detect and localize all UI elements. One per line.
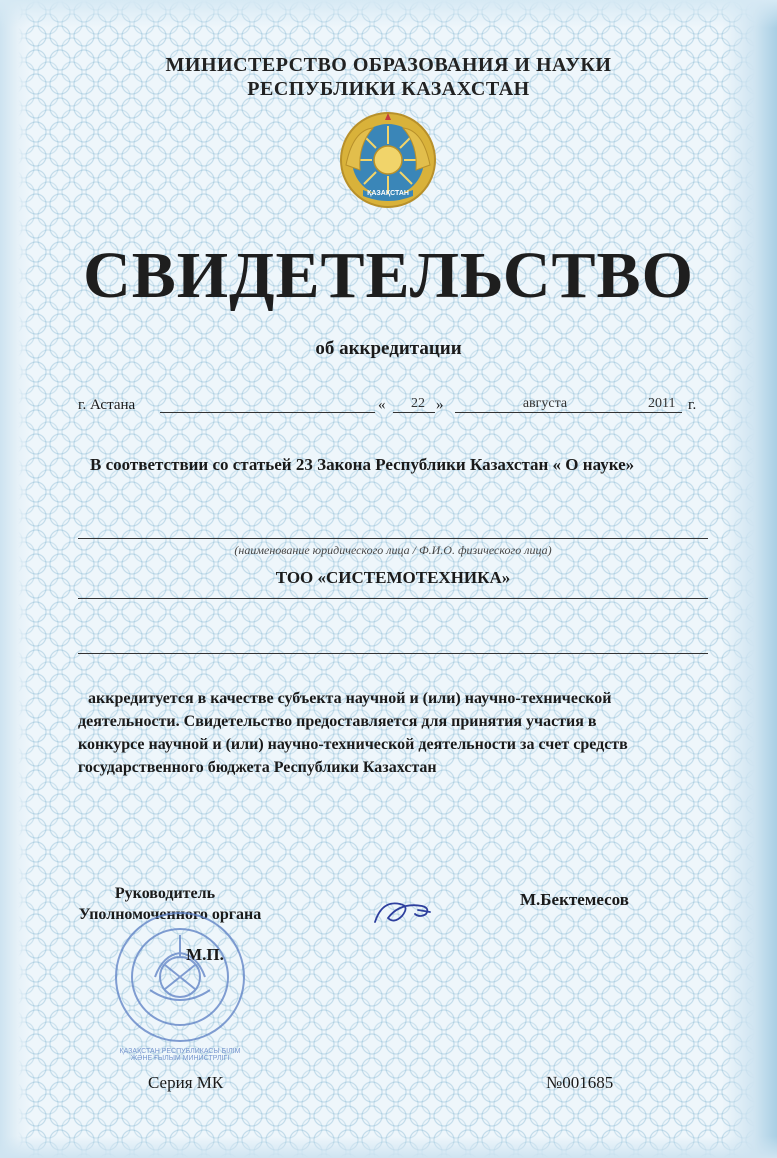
city-label: г. Астана bbox=[78, 397, 136, 413]
entity-line-2 bbox=[78, 598, 708, 599]
emblem-text: ҚАЗАҚСТАН bbox=[367, 190, 409, 197]
official-seal-icon bbox=[95, 905, 265, 1045]
signatory-title-line1: Руководитель bbox=[114, 885, 216, 902]
day-underline bbox=[393, 412, 435, 413]
body-line-2: деятельности. Свидетельство предоставляется для принятия участия в bbox=[78, 713, 597, 730]
body-line-1: аккредитуется в качестве субъекта научной и (или) научно-технической bbox=[88, 690, 612, 707]
decorative-border-top bbox=[0, 0, 777, 28]
body-line-3: конкурсе научной и (или) научно-технической деятельности за счет средств bbox=[78, 736, 628, 753]
ministry-name-line1: МИНИСТЕРСТВО ОБРАЗОВАНИЯ И НАУКИ bbox=[165, 54, 612, 76]
date-year: 2011 bbox=[648, 396, 676, 411]
series-label: Серия МК bbox=[148, 1073, 224, 1092]
ministry-name-line2: РЕСПУБЛИКИ КАЗАХСТАН bbox=[247, 78, 530, 100]
entity-name: ТОО «СИСТЕМОТЕХНИКА» bbox=[275, 568, 511, 587]
entity-hint: (наименование юридического лица / Ф.И.О. физического лица) bbox=[234, 543, 552, 557]
signatory-name: М.Бектемесов bbox=[520, 890, 629, 909]
year-underline bbox=[645, 412, 682, 413]
entity-line-1 bbox=[78, 538, 708, 539]
signatory-title-line2: Уполномоченного органа bbox=[78, 906, 262, 923]
quote-close: » bbox=[436, 397, 444, 413]
legal-basis: В соответствии со статьей 23 Закона Республики Казахстан « О науке» bbox=[90, 455, 635, 474]
quote-open: « bbox=[378, 397, 386, 413]
certificate-number: №001685 bbox=[546, 1073, 614, 1092]
city-underline bbox=[160, 412, 375, 413]
entity-line-3 bbox=[78, 653, 708, 654]
document-title: СВИДЕТЕЛЬСТВО bbox=[83, 239, 694, 312]
date-month: августа bbox=[522, 396, 568, 411]
decorative-border-bottom bbox=[0, 1136, 777, 1158]
handwritten-signature-icon bbox=[370, 892, 440, 932]
seal-place-label: М.П. bbox=[186, 945, 224, 964]
seal-text: ҚАЗАҚСТАН РЕСПУБЛИКАСЫ БІЛІМ ЖӘНЕ ҒЫЛЫМ МИНИСТРЛІГІ bbox=[119, 1048, 241, 1062]
document-subtitle: об аккредитации bbox=[315, 338, 462, 359]
decorative-border-right bbox=[722, 0, 777, 1158]
month-underline bbox=[455, 412, 645, 413]
decorative-border-left bbox=[0, 0, 30, 1158]
date-day: 22 bbox=[411, 396, 425, 411]
year-suffix: г. bbox=[688, 397, 697, 413]
body-line-4: государственного бюджета Республики Казахстан bbox=[78, 759, 437, 776]
